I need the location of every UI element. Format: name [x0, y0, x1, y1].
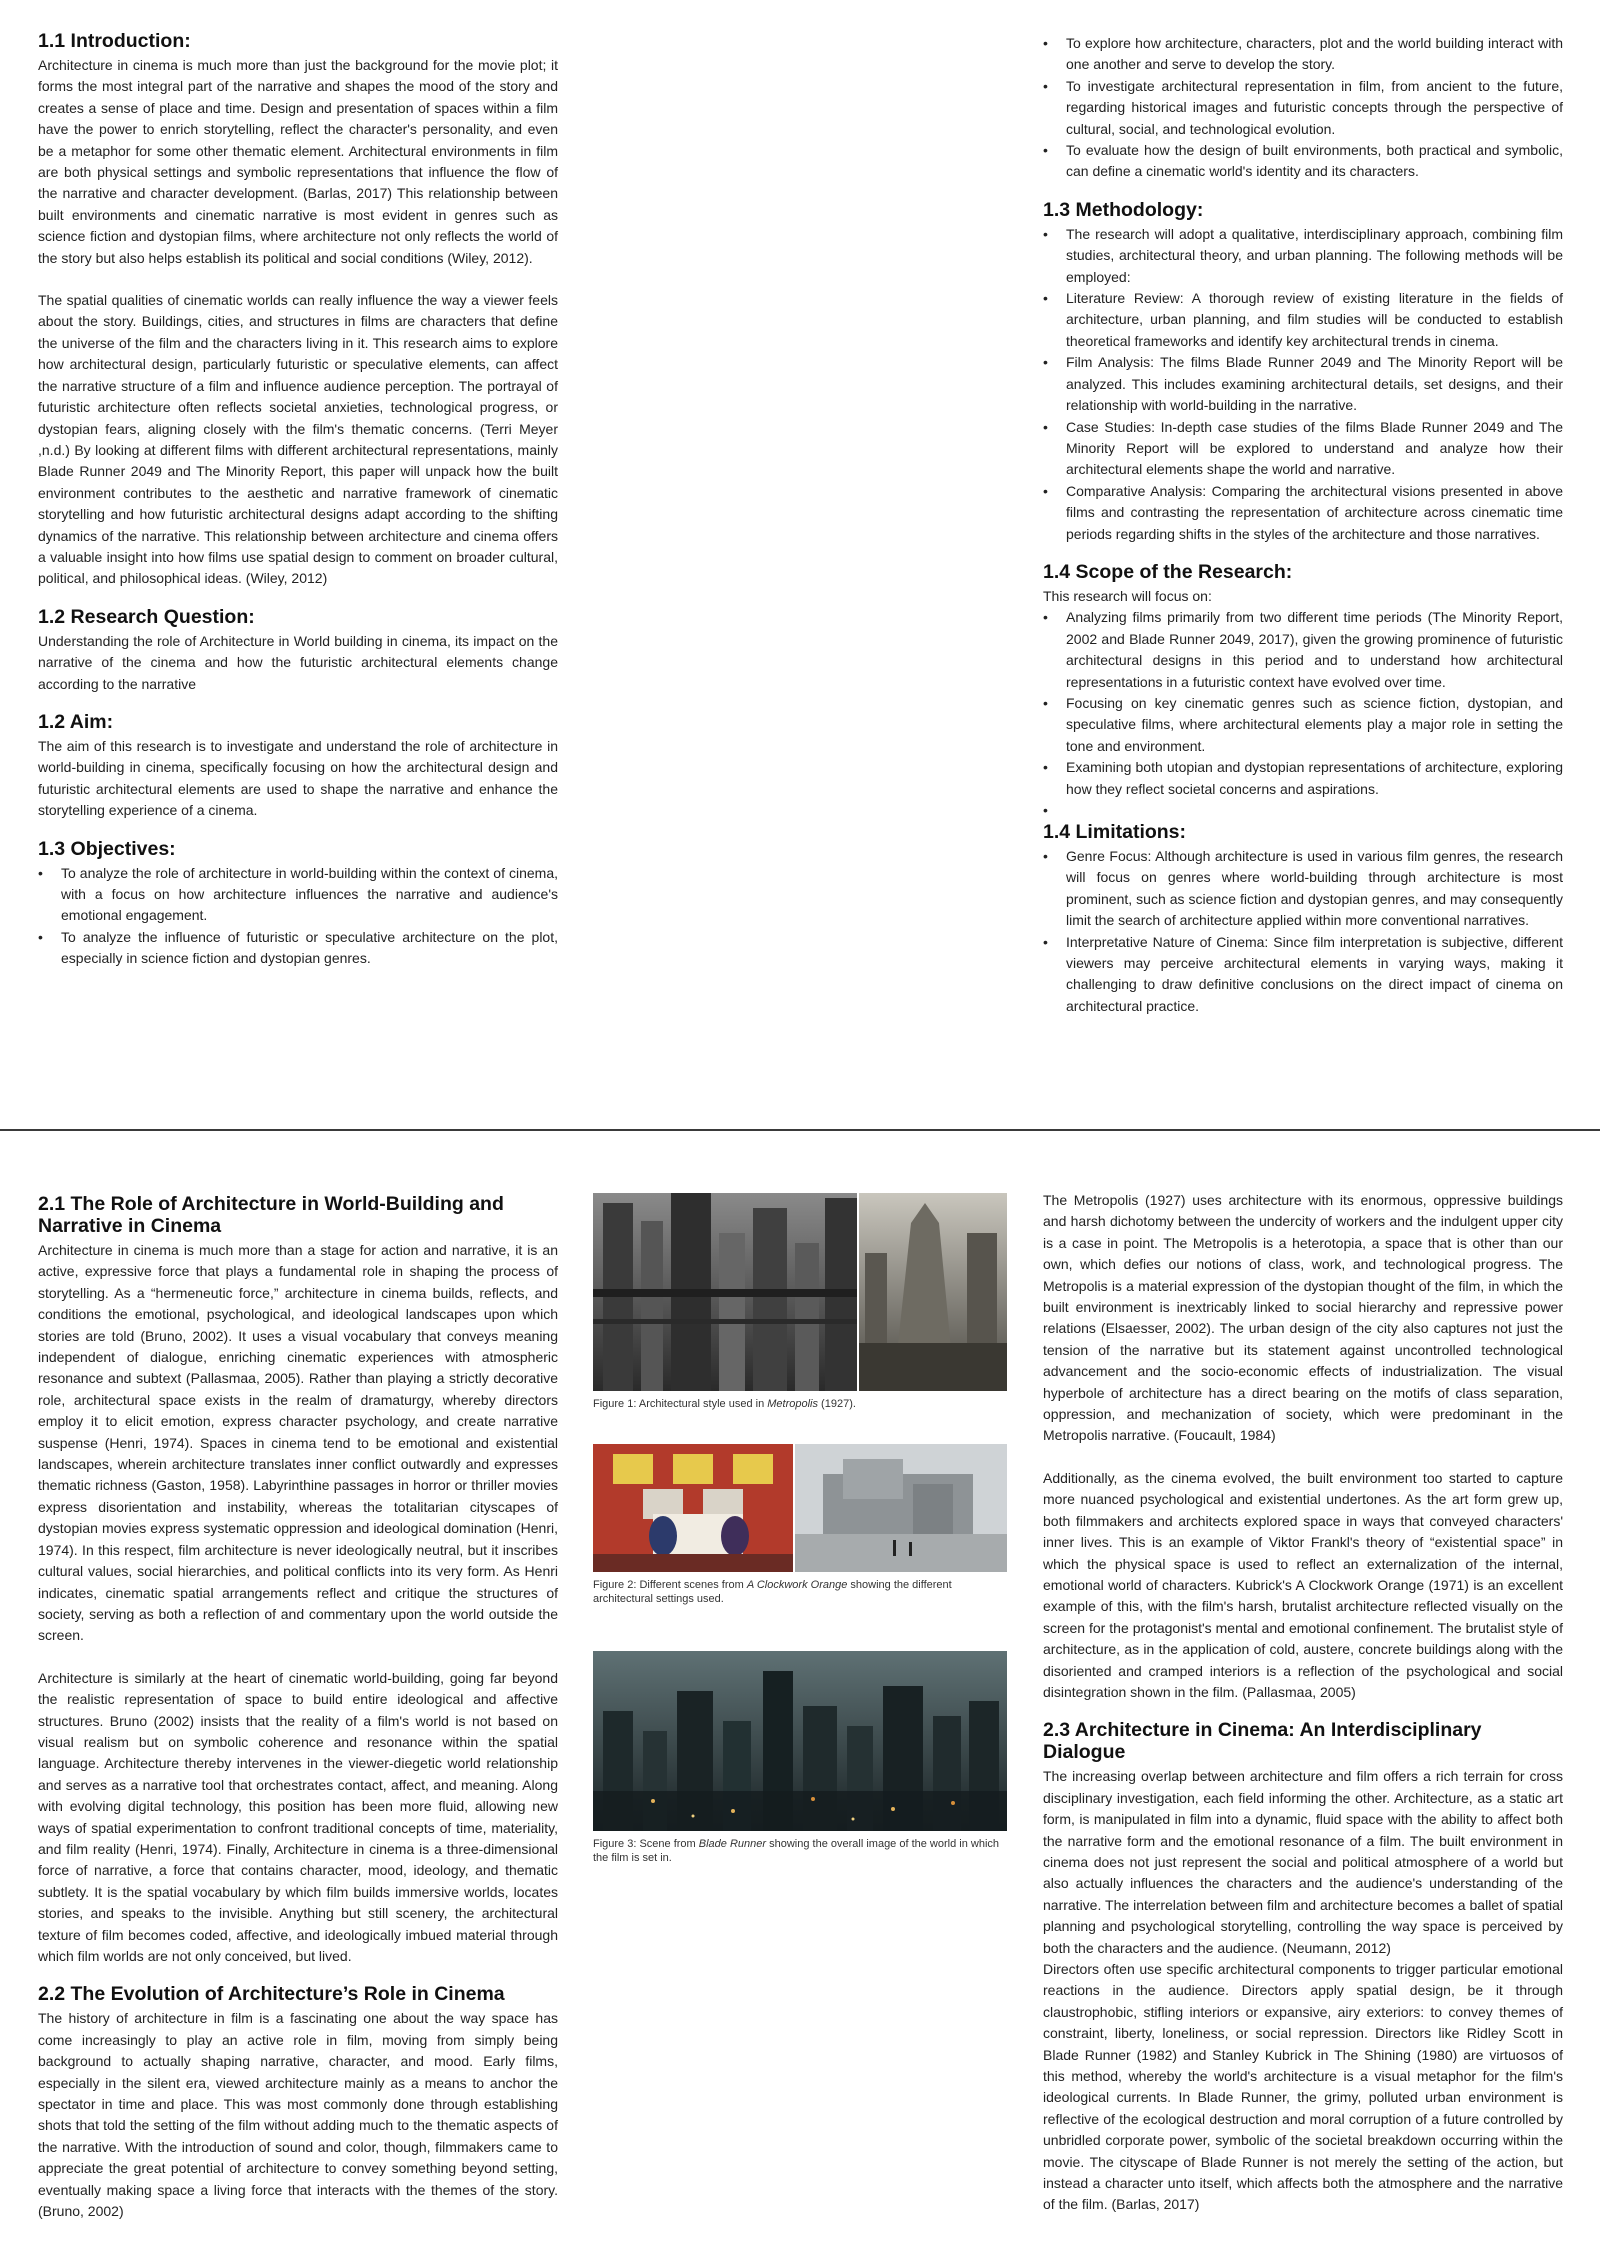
list-item: • To investigate architectural representation in film, from ancient to the future, regarding historical images and futuristic concepts through the perspective of cultural, social, and technological evolution.: [1043, 76, 1563, 140]
page1-right-column: [1043, 33, 1563, 1017]
dialogue-paragraph-2: Directors often use specific architectural components to trigger particular emotional reactions in the audience. Directors apply spatial design, be it through claustrophobic, stifling interiors or expansive, airy exteriors: to convey themes of constraint, liberty, loneliness, or social repression. Directors like Ridley Scott in Blade Runner (1982) and Stanley Kubrick in The Shining (1980) are virtuosos of this method, whereby the world's architecture is a visual metaphor for the film's ideological currents. In Blade Runner, the grimy, polluted urban environment is reflective of the ecological destruction and moral corruption of a future controlled by unbridled corporate power, symbolic of the societal breakdown occurring within the movie. The cityscape of Blade Runner is not merely the setting of the action, but instead a character unto itself, which affects both the atmosphere and the narrative of the film. (Barlas, 2017): [1043, 1961, 1563, 2213]
blade-runner-cityscape: [593, 1651, 1007, 1831]
interdisciplinary-dialogue-heading: 2.3 Architecture in Cinema: An Interdisciplinary Dialogue: [1043, 1719, 1482, 1764]
introduction-heading: 1.1 Introduction:: [38, 30, 191, 52]
existential-space-paragraph: Additionally, as the cinema evolved, the built environment too started to capture more nuanced psychological and existential undertones. As the art form grew up, both filmmakers and architects explored space in ways that conveyed characters' inner lives. This is an example of Viktor Frankl's theory of “existential space” in which the physical space is used to reflect an externalization of the internal, emotional world of characters. Kubrick's A Clockwork Orange (1971) is an excellent example of this, with the film's harsh, brutalist architecture reflected visually on the screen for the protagonist's mental and emotional confinement. The brutalist style of architecture, as in the application of cold, austere, concrete buildings along with the disoriented and cramped interiors is a reflection of the psychological and social disintegration shown in the film. (Pallasmaa, 2005): [1043, 1469, 1563, 1700]
list-item: • Case Studies: In-depth case studies of the films Blade Runner 2049 and The Minority Report will be explored to understand and analyze how their architectural elements shape the world and narrative.: [1043, 417, 1563, 481]
figure-1: [593, 1193, 1007, 1411]
figure-1-image: [593, 1193, 1007, 1391]
list-item: • The research will adopt a qualitative, interdisciplinary approach, combining film studies, architectural theory, and urban planning. The following methods will be employed:: [1043, 224, 1563, 288]
scope-heading: 1.4 Scope of the Research:: [1043, 560, 1293, 583]
objectives-continued-list: [1043, 33, 1563, 183]
limitations-heading: 1.4 Limitations:: [1043, 821, 1187, 843]
list-item: • Literature Review: A thorough review of existing literature in the fields of architecture, urban planning, and film studies will be conducted to establish theoretical frameworks and identify key architectural trends in cinema.: [1043, 288, 1563, 352]
page1-left-column: [38, 30, 558, 970]
aim-text: The aim of this research is to investigate and understand the role of architecture in world-building in cinema, specifically focusing on how the architectural design and futuristic architectural elements are used to shape the narrative and enhance the storytelling experience of a cinema.: [38, 737, 558, 819]
role-paragraph-2: Architecture is similarly at the heart of cinematic world-building, going far beyond the realistic representation of space to build entire ideological and affective structures. Bruno (2002) insists that the reality of a film's world is not based on visual realism but on symbolic coherence and resonance within the spatial language. Architecture thereby intervenes in the viewer-diegetic world relationship and serves as a narrative tool that orchestrates contact, affect, and meaning. Along with evolving digital technology, this position has been more fluid, allowing new ways of spatial experimentation to confront traditional concepts of time, materiality, and film reality (Henri, 1974). Finally, Architecture in cinema is a three-dimensional force of narrative, a force that contains character, mood, ideology, and thematic subtlety. It is the spatial vocabulary by which film builds immersive worlds, locates stories, and speaks to the invisible. Anything but still scenery, the architectural texture of film becomes coded, affective, and ideologically imbued material through which film worlds are not only conceived, but lived.: [38, 1669, 558, 1964]
list-item: • Interpretative Nature of Cinema: Since film interpretation is subjective, different viewers may perceive architectural elements in varying ways, making it challenging to draw definitive conclusions on the direct impact of cinema on architectural practice.: [1043, 932, 1563, 1018]
research-question-text: Understanding the role of Architecture in World building in cinema, its impact on the narrative of the cinema and how the futuristic architectural elements change according to the narrative: [38, 632, 558, 692]
figure-1-caption: Figure 1: Architectural style used in Metropolis (1927).: [593, 1398, 856, 1410]
page2-left-column: [38, 1193, 558, 2222]
objectives-heading: 1.3 Objectives:: [38, 837, 176, 860]
role-paragraph-1: Architecture in cinema is much more than a stage for action and narrative, it is an active, expressive force that plays a fundamental role in shaping the process of storytelling. As a “hermeneutic force,” architecture in cinema builds, reflects, and conditions the emotional, psychological, and ideological landscapes upon which stories are told (Bruno, 2002). It uses a visual vocabulary that conveys meaning independent of dialogue, enriching cinematic experiences with atmospheric resonance and subtext (Pallasmaa, 2005). Rather than playing a strictly decorative role, architectural space exists in the realm of dramaturgy, whereby directors employ it to elicit emotion, express character psychology, and create narrative suspense (Henri, 1974). Spaces in cinema tend to be emotional and existential landscapes, wherein architecture translates inner conflict outwardly and expresses thematic richness (Gaston, 1958). Labyrinthine passages in horror or thriller movies express disorientation and instability, whereas the totalitarian cityscapes of dystopian movies express systematic oppression and ideological domination (Henri, 1974). In this respect, film architecture is never ideologically neutral, but it inscribes cultural values, social hierarchies, and political conflicts into its very form. As Henri indicates, cinematic spatial arrangements reflect and critique the structures of society, serving as both a reflection of and commentary upon the world outside the screen.: [38, 1242, 558, 1644]
scope-list: [1043, 607, 1563, 821]
limitations-list: [1043, 846, 1563, 1017]
figure-3: [593, 1651, 1007, 1865]
list-item: • To explore how architecture, characters, plot and the world building interact with one another and serve to develop the story.: [1043, 33, 1563, 76]
clockwork-orange-film-stills: [593, 1444, 1007, 1572]
figure-3-caption: Figure 3: Scene from Blade Runner showing the overall image of the world in which the film is set in.: [593, 1838, 1000, 1864]
introduction-paragraph-2: The spatial qualities of cinematic worlds can really influence the way a viewer feels about the story. Buildings, cities, and structures in films are characters that define the universe of the film and the characters living in it. This research aims to explore how architectural design, particularly futuristic or speculative elements, can affect the narrative structure of a film and influence audience perception. The portrayal of futuristic architecture often reflects societal anxieties, technological progress, or dystopian fears, aligning closely with the film's thematic concerns. (Terri Meyer ,n.d.) By looking at different films with different architectural representations, mainly Blade Runner 2049 and The Minority Report, this paper will unpack how the built environment contributes to the aesthetic and narrative framework of cinematic storytelling and how futuristic architectural designs adapt according to the shifting dynamics of the narrative. This relationship between architecture and cinema offers a valuable insight into how films use spatial design to comment on broader cultural, political, and philosophical ideas. (Wiley, 2012): [38, 292, 558, 587]
figure-3-image: [593, 1651, 1007, 1831]
methodology-list: [1043, 224, 1563, 545]
list-item: • Genre Focus: Although architecture is used in various film genres, the research will focus on genres where world-building through architecture is most prominent, such as science fiction and dystopian genres, and may consequently limit the search of architecture applied within more conventional narratives.: [1043, 846, 1563, 932]
list-item: • To analyze the role of architecture in world-building within the context of cinema, with a focus on how architecture influences the narrative and audience's emotional engagement.: [38, 863, 558, 927]
metropolis-film-stills: [593, 1193, 1007, 1391]
list-item: • Analyzing films primarily from two different time periods (The Minority Report, 2002 and Blade Runner 2049, 2017), given the growing prominence of futuristic architectural designs in this period and to understand how architectural representations in a futuristic context have evolved over time.: [1043, 607, 1563, 693]
list-item: • To analyze the influence of futuristic or speculative architecture on the plot, especially in science fiction and dystopian genres.: [38, 927, 558, 970]
list-item: • Examining both utopian and dystopian representations of architecture, exploring how they reflect societal concerns and aspirations.: [1043, 757, 1563, 800]
document-page-2: [0, 1131, 1600, 2262]
aim-heading: 1.2 Aim:: [38, 710, 114, 733]
list-item: • Focusing on key cinematic genres such as science fiction, dystopian, and speculative films, where architectural elements play a major role in setting the tone and environment.: [1043, 693, 1563, 757]
document-page-1: [0, 0, 1600, 1129]
evolution-heading: 2.2 The Evolution of Architecture’s Role in Cinema: [38, 1983, 505, 2006]
figure-2-caption: Figure 2: Different scenes from A Clockwork Orange showing the different architectural settings used.: [593, 1579, 952, 1605]
dialogue-paragraph-1: The increasing overlap between architecture and film offers a rich terrain for cross disciplinary investigation, each field informing the other. Architecture, as a static art form, is manipulated in film into a dynamic, fluid space with the ability to affect both the narrative form and the emotional resonance of a film. The built environment in cinema does not just represent the social and political atmosphere of a world but also actually influences the characters and the audience's understanding of the narrative. The interrelation between film and architecture becomes a ballet of spatial planning and psychological storytelling, controlling the way space is perceived by both the characters and the audience. (Neumann, 2012): [1043, 1768, 1563, 1956]
list-item: • Comparative Analysis: Comparing the architectural visions presented in above films and contrasting the representation of architecture across cinematic time periods regarding shifts in the styles of the architecture and those narratives.: [1043, 481, 1563, 545]
evolution-paragraph: The history of architecture in film is a fascinating one about the way space has come increasingly to play an active role in film, moving from simply being background to actually shaping narrative, character, and mood. Early films, especially in the silent era, viewed architecture mainly as a means to anchor the spectator in time and place. This was most commonly done through establishing shots that told the setting of the film without adding much to the thematic aspects of the narrative. With the introduction of sound and color, though, filmmakers came to appreciate the great potential of architecture to convey something beyond setting, eventually making space a living force that interacts with the themes of the story. (Bruno, 2002): [38, 2010, 558, 2220]
figure-2-image: [593, 1444, 1007, 1572]
objectives-list: [38, 863, 558, 970]
scope-intro: This research will focus on:: [1043, 587, 1212, 604]
introduction-paragraph-1: Architecture in cinema is much more than just the background for the movie plot; it forms the most integral part of the narrative and shapes the mood of the story and creates a sense of place and time. Design and presentation of spaces within a film have the power to enrich storytelling, reflect the character's personality, and even be a metaphor for some other thematic element. Architectural environments in film are both physical settings and symbolic representations that influence the flow of the narrative and character development. (Barlas, 2017) This relationship between built environments and cinematic narrative is most evident in genres such as science fiction and dystopian films, where architecture not only reflects the world of the story but also helps establish its political and social conditions (Wiley, 2012).: [38, 57, 558, 266]
figure-2: [593, 1444, 1007, 1606]
list-item: • Film Analysis: The films Blade Runner 2049 and The Minority Report will be analyzed. This includes examining architectural details, set designs, and their relationship with world-building in the narrative.: [1043, 352, 1563, 416]
metropolis-paragraph: The Metropolis (1927) uses architecture with its enormous, oppressive buildings and harsh dichotomy between the undercity of workers and the indulgent upper city is a case in point. The Metropolis is a heterotopia, a space that is other than our own, which defies our notions of class, work, and technological progress. The Metropolis is a material expression of the dystopian thought of the film, in which the built environment is inextricably linked to social hierarchy and repressive power relations (Elsaesser, 2002). The urban design of the city also captures not just the tension of the narrative but its statement against uncontrolled technological advancement and the socio-economic effects of industrialization. The visual hyperbole of architecture has a direct bearing on the motifs of class separation, oppression, and mechanization of society, which were predominant in the Metropolis narrative. (Foucault, 1984): [1043, 1192, 1563, 1444]
page2-right-column: [1043, 1190, 1563, 2216]
role-of-architecture-heading: 2.1 The Role of Architecture in World-Building and Narrative in Cinema: [38, 1193, 504, 1237]
methodology-heading: 1.3 Methodology:: [1043, 198, 1204, 221]
list-item: • To evaluate how the design of built environments, both practical and symbolic, can define a cinematic world's identity and its characters.: [1043, 140, 1563, 183]
empty-list-item: [1043, 800, 1563, 821]
research-question-heading: 1.2 Research Question:: [38, 605, 255, 628]
